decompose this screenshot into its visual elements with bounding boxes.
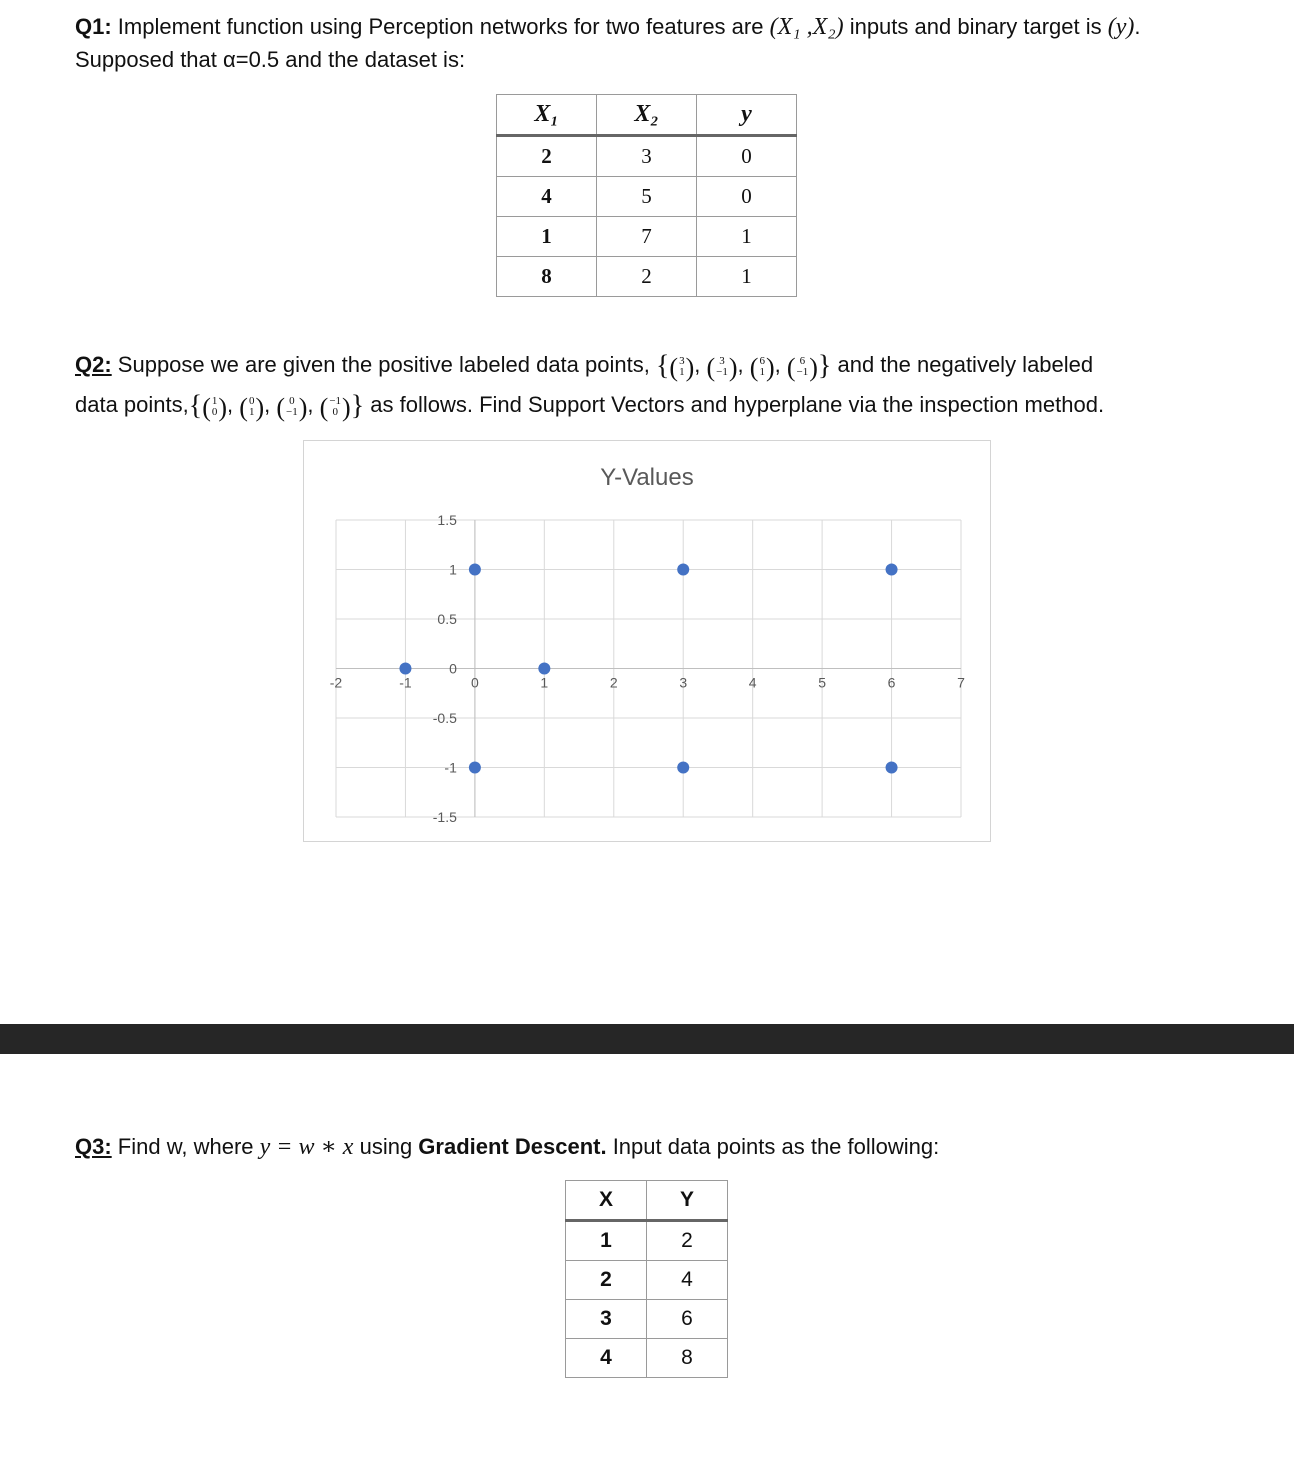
y-tick-label: 1.5 bbox=[437, 512, 457, 528]
data-point bbox=[677, 564, 689, 576]
x-tick-label: 1 bbox=[540, 674, 549, 691]
x-tick-label: 5 bbox=[818, 674, 827, 691]
q1-dataset-table bbox=[496, 94, 797, 297]
vector-bottom: −1 bbox=[716, 366, 728, 379]
positive-vector: ( 3 −1) bbox=[706, 352, 738, 382]
q2-text-b: and the negatively labeled bbox=[831, 352, 1094, 377]
q3-header-x: X bbox=[566, 1181, 647, 1221]
table-row bbox=[497, 177, 797, 217]
table-cell: 1 bbox=[497, 217, 597, 257]
y-tick-label: 1 bbox=[449, 561, 457, 578]
q1-text-b: inputs and binary target is bbox=[843, 14, 1108, 39]
table-cell: 2 bbox=[497, 136, 597, 177]
q2-text-a: Suppose we are given the positive labeled data points, bbox=[111, 352, 656, 377]
vector-top: 1 bbox=[211, 395, 218, 408]
table-row bbox=[566, 1221, 728, 1261]
y-tick-label: 0 bbox=[449, 660, 457, 677]
q3-text-c: Input data points as the following: bbox=[606, 1134, 940, 1159]
chart-svg bbox=[304, 441, 990, 841]
q3-data-table bbox=[565, 1180, 728, 1378]
y-tick-label: -1.5 bbox=[432, 809, 457, 825]
negative-vector-values bbox=[329, 396, 341, 418]
q3-line bbox=[75, 1130, 939, 1164]
table-cell: 5 bbox=[597, 177, 697, 217]
table-cell: 2 bbox=[597, 257, 697, 297]
vector-bottom: −1 bbox=[796, 366, 809, 379]
negative-vector-values bbox=[286, 396, 298, 418]
comma: , bbox=[264, 392, 277, 417]
chart-title: Y-Values bbox=[600, 464, 694, 491]
vector-top: 6 bbox=[799, 355, 806, 368]
table-row bbox=[497, 136, 797, 177]
q2-label: Q2: bbox=[75, 352, 112, 377]
q1-label: Q1: bbox=[75, 14, 112, 39]
comma: , bbox=[774, 352, 787, 377]
q1-vars: (X₁ ,X₂) bbox=[769, 14, 844, 40]
q2-text-c: data points, bbox=[75, 392, 189, 417]
negative-vector: (1 0) bbox=[202, 392, 228, 422]
q1-header-x1: X₁ bbox=[497, 95, 597, 136]
q3-bold: Gradient Descent. bbox=[418, 1134, 607, 1159]
table-cell: 3 bbox=[597, 136, 697, 177]
data-point bbox=[399, 663, 411, 675]
comma: , bbox=[227, 392, 240, 417]
vector-top: 0 bbox=[248, 395, 255, 408]
comma: , bbox=[737, 352, 750, 377]
vector-bottom: 1 bbox=[679, 366, 685, 379]
negative-points bbox=[202, 392, 351, 422]
vector-bottom: −1 bbox=[286, 406, 298, 419]
table-cell: 8 bbox=[647, 1339, 728, 1378]
table-cell: 1 bbox=[697, 257, 797, 297]
positive-vector-values bbox=[679, 356, 685, 378]
q1-header-x2: X₂ bbox=[597, 95, 697, 136]
close-brace: } bbox=[350, 390, 365, 422]
positive-vector: ( 6 −1) bbox=[786, 352, 818, 382]
q1-text-a: Implement function using Perception networks for two features are bbox=[111, 14, 770, 39]
table-cell: 1 bbox=[697, 217, 797, 257]
table-cell: 4 bbox=[497, 177, 597, 217]
positive-points bbox=[669, 352, 818, 382]
vector-top: 6 bbox=[759, 355, 765, 368]
q2-line1 bbox=[75, 348, 1093, 384]
table-cell: 3 bbox=[566, 1300, 647, 1339]
table-cell: 0 bbox=[697, 136, 797, 177]
x-tick-label: 7 bbox=[957, 674, 965, 691]
q3-text-a: Find w, where bbox=[111, 1134, 260, 1159]
q1-target: (y) bbox=[1107, 14, 1135, 40]
divider-bar bbox=[0, 1024, 1294, 1054]
data-point bbox=[886, 564, 898, 576]
x-tick-label: -1 bbox=[399, 674, 412, 691]
table-cell: 4 bbox=[566, 1339, 647, 1378]
table-row bbox=[497, 217, 797, 257]
table-cell: 7 bbox=[597, 217, 697, 257]
positive-vector: (6 1) bbox=[749, 352, 775, 382]
negative-vector: ( 0 −1) bbox=[276, 392, 308, 422]
vector-bottom: 1 bbox=[248, 406, 255, 419]
q1-table-header bbox=[497, 95, 797, 136]
data-point bbox=[469, 762, 481, 774]
q1-text-c: . bbox=[1134, 14, 1141, 39]
axis-layer bbox=[336, 520, 961, 817]
vector-top: −1 bbox=[329, 395, 342, 408]
q1-line2: Supposed that α=0.5 and the dataset is: bbox=[75, 47, 466, 72]
close-brace: } bbox=[817, 350, 832, 382]
q3-formula: y = w ∗ x bbox=[259, 1134, 354, 1160]
q2-line2 bbox=[75, 388, 1104, 424]
y-tick-label: 0.5 bbox=[437, 611, 457, 627]
comma: , bbox=[307, 392, 320, 417]
negative-vector-values bbox=[212, 396, 218, 418]
vector-bottom: 1 bbox=[759, 366, 765, 379]
positive-vector-values bbox=[797, 356, 809, 378]
vector-top: 3 bbox=[679, 355, 685, 368]
table-cell: 0 bbox=[697, 177, 797, 217]
x-tick-label: 0 bbox=[470, 674, 479, 691]
q3-header-y: Y bbox=[647, 1181, 728, 1221]
table-cell: 8 bbox=[497, 257, 597, 297]
q2-text-d: as follows. Find Support Vectors and hyperplane via the inspection method. bbox=[364, 392, 1105, 417]
y-tick-label: -1 bbox=[444, 759, 457, 776]
table-row bbox=[497, 257, 797, 297]
table-cell: 2 bbox=[566, 1261, 647, 1300]
table-row bbox=[566, 1300, 728, 1339]
q1-header-y: y bbox=[697, 95, 797, 136]
open-brace: { bbox=[188, 390, 203, 422]
positive-vector-values bbox=[716, 356, 728, 378]
positive-vector-values bbox=[759, 356, 765, 378]
table-cell: 6 bbox=[647, 1300, 728, 1339]
table-cell: 4 bbox=[647, 1261, 728, 1300]
table-cell: 2 bbox=[647, 1221, 728, 1261]
data-point bbox=[469, 564, 481, 576]
vector-top: 0 bbox=[289, 395, 295, 408]
q3-label: Q3: bbox=[75, 1134, 112, 1159]
q3-text-b: using bbox=[353, 1134, 419, 1159]
data-point bbox=[677, 762, 689, 774]
scatter-chart bbox=[303, 440, 991, 842]
x-tick-label: 4 bbox=[748, 674, 757, 691]
x-tick-label: 6 bbox=[887, 674, 896, 691]
negative-vector: (−1 0 ) bbox=[319, 392, 351, 422]
x-tick-label: -2 bbox=[329, 674, 343, 691]
y-tick-label: -0.5 bbox=[432, 710, 457, 726]
negative-vector-values bbox=[249, 396, 255, 418]
comma: , bbox=[694, 352, 707, 377]
x-tick-label: 3 bbox=[679, 674, 688, 691]
q1-line1 bbox=[75, 10, 1141, 44]
vector-bottom: 0 bbox=[332, 406, 338, 419]
table-row bbox=[566, 1339, 728, 1378]
table-row bbox=[566, 1261, 728, 1300]
negative-vector: (0 1) bbox=[239, 392, 265, 422]
open-brace: { bbox=[655, 350, 670, 382]
x-tick-label: 2 bbox=[609, 674, 618, 691]
vector-bottom: 0 bbox=[211, 406, 218, 419]
vector-top: 3 bbox=[719, 355, 725, 368]
data-point bbox=[538, 663, 550, 675]
table-cell: 1 bbox=[566, 1221, 647, 1261]
data-point bbox=[886, 762, 898, 774]
q3-table-header bbox=[566, 1181, 728, 1221]
positive-vector: (3 1) bbox=[669, 352, 695, 382]
